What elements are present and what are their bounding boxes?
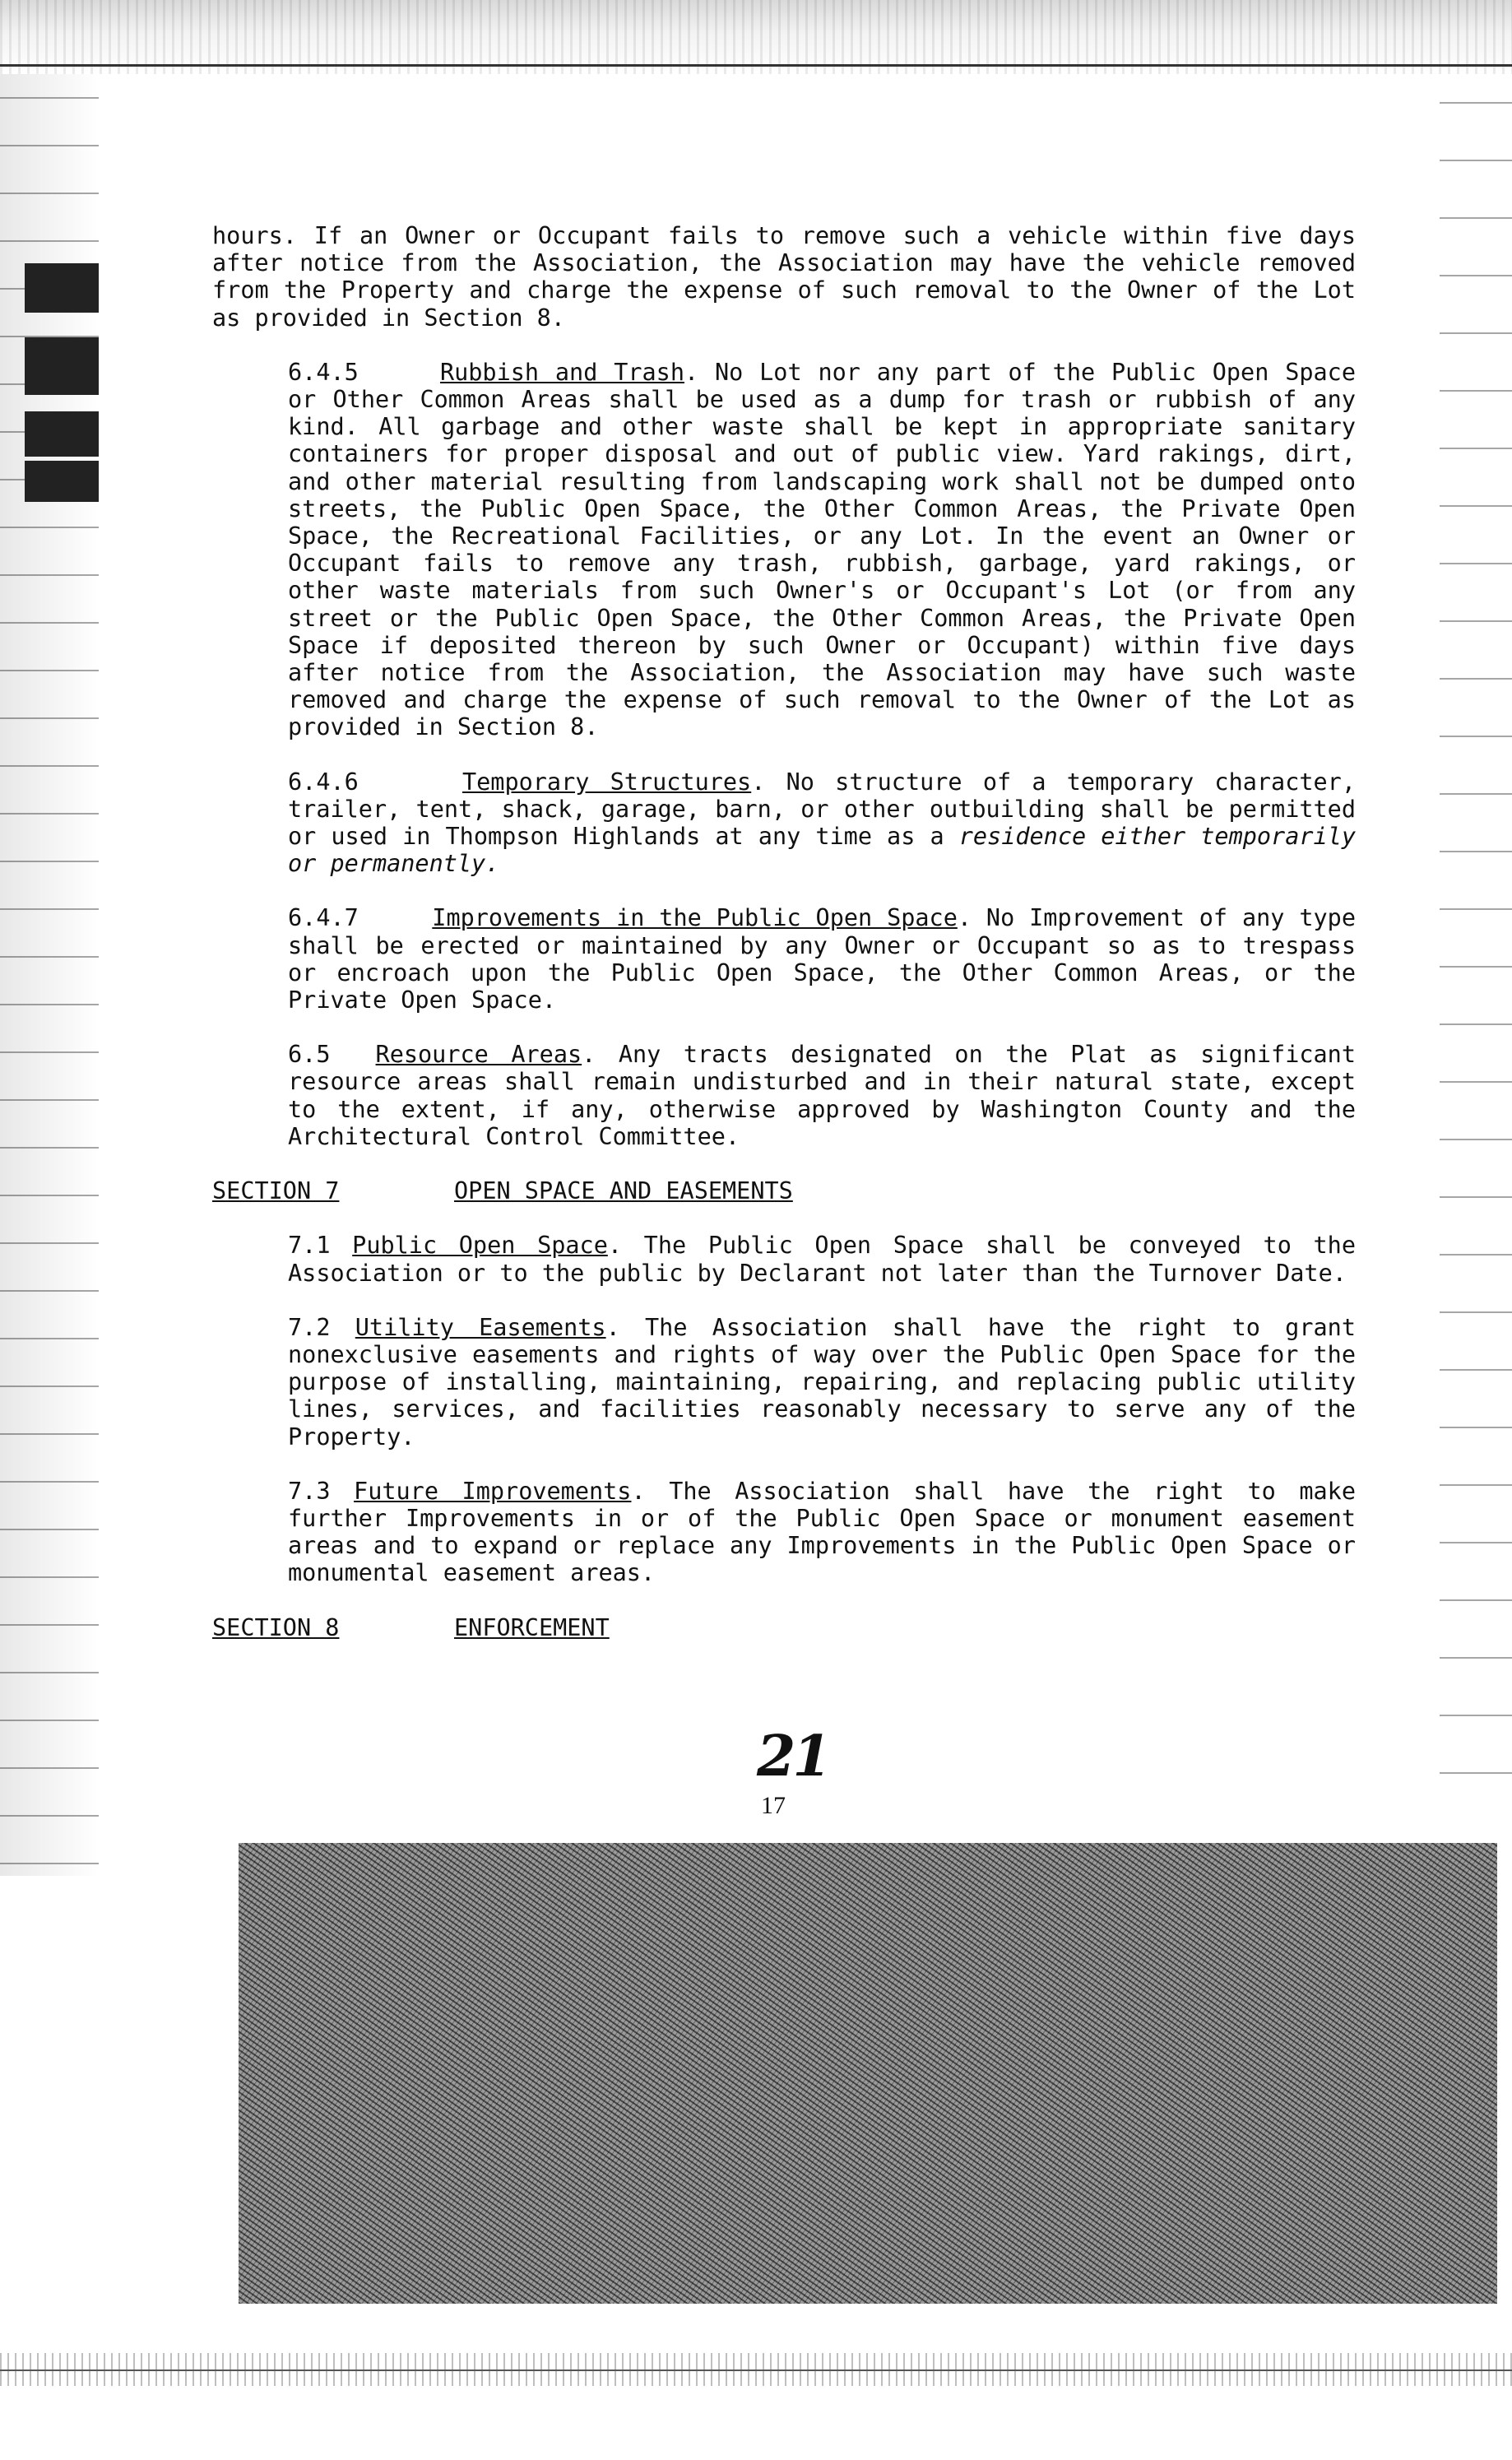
intro-paragraph: hours. If an Owner or Occupant fails to remove such a vehicle within five days after notice from the Association, the Association may have the vehicle removed from the Property and charge the expense of such removal to the Owner of the Lot as provided in Section 8. [212,222,1356,332]
section-7-1 [212,1232,1356,1286]
section-7-3 [212,1478,1356,1587]
clause-heading: Resource Areas [375,1041,582,1069]
section-number: SECTION 8 [212,1613,340,1641]
clause-text: . No structure of a temporary character, trailer, tent, shack, garage, barn, or other outbuilding shall be permitted or used in Thompson Highlands at any time as a [288,768,1357,851]
clause-number: 6.4.7 [288,904,359,932]
section-6-4-5 [212,359,1356,741]
section-6-5 [212,1041,1356,1150]
section-title: OPEN SPACE AND EASEMENTS [454,1177,793,1205]
scan-artifact-left-margin [0,74,99,1876]
clause-heading: Temporary Structures [461,768,752,796]
scan-blot [25,263,99,313]
scan-blot [25,411,99,457]
scan-artifact-bottom-line [0,2369,1512,2371]
scan-blot [25,337,99,395]
clause-text: . Any tracts designated on the Plat as significant resource areas shall remain undisturbed and in their natural state, except to the extent, if any, otherwise approved by Washington County and the Architectural Control Committee. [288,1041,1356,1150]
clause-text: . No Improvement of any type shall be erected or maintained by any Owner or Occupant so as to trespass or encroach upon the Public Open Space, the Other Common Areas, or the Private Open Space. [288,904,1356,1014]
section-6-4-6 [212,768,1356,878]
scan-artifact-top-line [0,64,1512,67]
clause-number: 6.5 [288,1041,331,1069]
clause-text: . The Association shall have the right to make further Improvements in or of the Public Open Space or monument easement areas and to expand or replace any Improvements in the Public Open Space or monumental easement areas. [288,1477,1356,1587]
section-6-4-7 [212,904,1356,1014]
scan-artifact-right-margin [1440,74,1512,1802]
section-number: SECTION 7 [212,1177,340,1205]
section-7-2 [212,1314,1356,1450]
section-title: ENFORCEMENT [454,1613,610,1641]
clause-heading: Improvements in the Public Open Space [432,904,958,932]
section-8-heading [212,1614,1356,1641]
clause-text: . The Association shall have the right to grant nonexclusive easements and rights of way over the Public Open Space for the purpose of installing, maintaining, repairing, and replacing public utility lines, services, and facilities reasonably necessary to serve any of the Property. [288,1313,1356,1450]
clause-heading: Future Improvements [354,1477,632,1505]
clause-number: 6.4.5 [288,358,359,386]
scan-artifact-top [0,0,1512,74]
clause-text: . The Public Open Space shall be conveyed to the Association or to the public by Declarant not later than the Turnover Date. [288,1232,1356,1287]
clause-number: 7.2 [288,1313,331,1341]
page-number: 17 [761,1792,786,1819]
clause-number: 6.4.6 [288,768,359,796]
clause-heading: Utility Easements [355,1313,606,1341]
document-page [212,222,1356,1669]
clause-text-italic: residence either temporarily or permanently. [288,823,1357,878]
clause-number: 7.3 [288,1477,331,1505]
scan-noise-region [239,1843,1497,2304]
section-7-heading [212,1177,1356,1204]
handwritten-page-number: 21 [757,1724,828,1789]
clause-heading: Rubbish and Trash [439,358,684,386]
clause-text: . No Lot nor any part of the Public Open Space or Other Common Areas shall be used as a dump for trash or rubbish of any kind. All garbage and other waste shall be kept in appropriate sanitary containers for proper disposal and out of public view. Yard rakings, dirt, and other material resulting from landscaping work shall not be dumped onto streets, the Public Open Space, the Other Common Areas, the Private Open Space, the Recreational Facilities, or any Lot. In the event an Owner or Occupant fails to remove any trash, rubbish, garbage, yard rakings, or other waste materials from such Owner's or Occupant's Lot (or from any street or the Public Open Space, the Other Common Areas, the Private Open Space if deposited thereon by such Owner or Occupant) within five days after notice from the Association, the Association may have such waste removed and charge the expense of such removal to the Owner of the Lot as provided in Section 8. [288,358,1356,741]
clause-number: 7.1 [288,1232,331,1260]
scan-blot [25,461,99,502]
clause-heading: Public Open Space [352,1232,608,1260]
